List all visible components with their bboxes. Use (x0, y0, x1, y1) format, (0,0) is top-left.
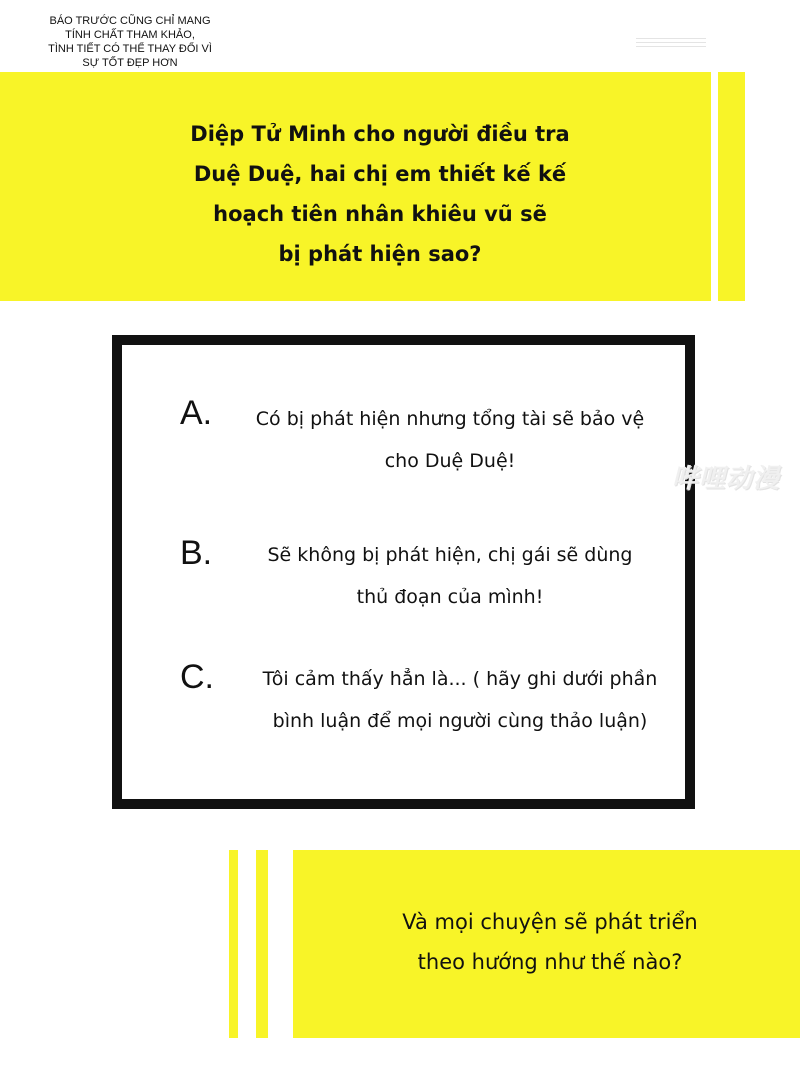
banner-stripe (718, 72, 745, 301)
option-b-line: Sẽ không bị phát hiện, chị gái sẽ dùng (267, 544, 633, 566)
disclaimer-note (20, 14, 240, 70)
option-c-line: bình luận để mọi người cùng thảo luận) (272, 710, 648, 732)
question-line: bị phát hiện sao? (278, 242, 482, 266)
banner-stripe (256, 850, 268, 1038)
option-b-letter: B. (180, 534, 213, 572)
question-text (150, 114, 610, 274)
divider (636, 42, 706, 43)
site-watermark: 哔哩动漫 (672, 464, 781, 494)
option-b[interactable] (240, 534, 660, 618)
option-c-letter: C. (180, 658, 214, 696)
closing-line: theo hướng như thế nào? (417, 950, 683, 974)
question-line: Duệ Duệ, hai chị em thiết kế kế (193, 162, 567, 186)
option-a-line: cho Duệ Duệ! (384, 450, 516, 472)
option-b-line: thủ đoạn của mình! (356, 586, 544, 608)
divider (636, 46, 706, 47)
option-c[interactable] (240, 658, 680, 742)
closing-line: Và mọi chuyện sẽ phát triển (402, 910, 698, 934)
closing-text (330, 902, 770, 982)
option-a[interactable] (240, 398, 660, 482)
option-c-line: Tôi cảm thấy hẳn là... ( hãy ghi dưới phần (262, 668, 658, 690)
disclaimer-line: SỰ TỐT ĐẸP HƠN (82, 57, 178, 69)
option-a-line: Có bị phát hiện nhưng tổng tài sẽ bảo vệ (255, 408, 645, 430)
disclaimer-line: TÌNH TIẾT CÓ THỂ THAY ĐỔI VÌ (48, 43, 212, 55)
question-line: Diệp Tử Minh cho người điều tra (190, 122, 570, 146)
divider (636, 38, 706, 39)
decorative-lines (636, 38, 706, 50)
banner-stripe (229, 850, 238, 1038)
disclaimer-line: TÍNH CHẤT THAM KHẢO, (65, 29, 195, 41)
option-a-letter: A. (180, 394, 213, 432)
disclaimer-line: BÁO TRƯỚC CŨNG CHỈ MANG (49, 15, 211, 27)
question-line: hoạch tiên nhân khiêu vũ sẽ (213, 202, 547, 226)
